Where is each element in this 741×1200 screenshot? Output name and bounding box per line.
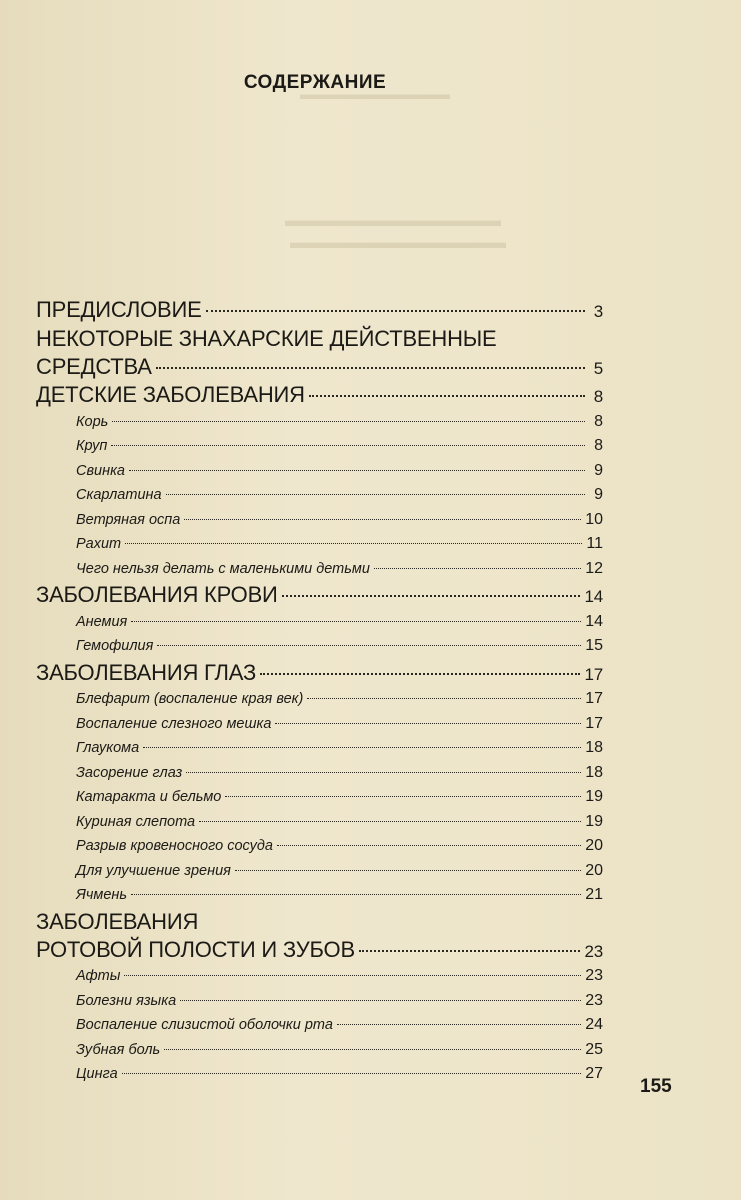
dot-leader [143,747,581,748]
dot-leader [199,821,581,822]
toc-subentry[interactable]: Анемия 14 [76,612,603,630]
toc-subentry[interactable]: Скарлатина 9 [76,486,603,503]
toc-subentry[interactable]: Куриная слепота 19 [76,812,603,830]
dot-leader [359,950,581,952]
toc-subentry[interactable]: Воспаление слизистой оболочки рта 24 [76,1016,603,1033]
dot-leader [112,421,585,422]
toc-subentry[interactable]: Свинка 9 [76,461,603,479]
dot-leader [124,975,581,976]
page-number: 155 [640,1076,672,1097]
toc-entry-line-2[interactable]: РОТОВОЙ ПОЛОСТИ И ЗУБОВ 23 [36,936,603,962]
toc-subentry[interactable]: Ветряная оспа 10 [76,510,603,528]
dot-leader [131,894,581,895]
dot-leader [282,595,581,597]
toc-subentry[interactable]: Ячмень 21 [76,886,603,903]
dot-leader [156,367,585,369]
bleed-through-text: ▬▬▬▬▬▬▬▬▬▬▬▬ [290,232,506,252]
toc-entry-line-1[interactable]: ЗАБОЛЕВАНИЯ [36,908,199,934]
dot-leader [111,445,585,446]
toc-subentry[interactable]: Зубная боль 25 [76,1040,603,1058]
toc-subentry[interactable]: Чего нельзя делать с маленькими детьми 12 [76,559,603,577]
toc-subentry[interactable]: Афты 23 [76,967,603,984]
dot-leader [225,796,581,797]
toc-subentry[interactable]: Корь 8 [76,412,603,430]
toc-subentry[interactable]: Блефарит (воспаление края век) 17 [76,690,603,707]
toc-entry[interactable]: ЗАБОЛЕВАНИЯ КРОВИ 14 [36,582,603,607]
dot-leader [129,470,585,471]
table-of-contents [36,296,603,1087]
bleed-through-text: ▬▬▬▬▬▬▬▬▬▬▬▬ [285,210,501,230]
dot-leader [186,772,581,773]
toc-subentry[interactable]: Цинга 27 [76,1065,603,1082]
toc-subentry[interactable]: Воспаление слезного мешка 17 [76,714,603,732]
dot-leader [277,845,581,846]
toc-entry[interactable]: ДЕТСКИЕ ЗАБОЛЕВАНИЯ 8 [36,382,603,407]
toc-subentry[interactable]: Рахит 11 [76,535,603,552]
dot-leader [260,673,580,675]
dot-leader [235,870,581,871]
dot-leader [374,568,581,569]
dot-leader [157,645,581,646]
toc-entry[interactable]: ЗАБОЛЕВАНИЯ ГЛАЗ 17 [36,659,603,685]
dot-leader [180,1000,581,1001]
toc-entry-line-2[interactable]: СРЕДСТВА 5 [36,353,603,379]
toc-entry-line-1[interactable]: НЕКОТОРЫЕ ЗНАХАРСКИЕ ДЕЙСТВЕННЫЕ [36,325,497,351]
dot-leader [164,1049,581,1050]
toc-subentry[interactable]: Засорение глаз 18 [76,763,603,781]
dot-leader [275,723,581,724]
bleed-through-text: ▬▬▬▬▬▬▬▬▬▬ [300,86,450,103]
toc-subentry[interactable]: Для улучшение зрения 20 [76,861,603,879]
dot-leader [131,621,581,622]
dot-leader [122,1073,582,1074]
toc-subentry[interactable]: Круп 8 [76,437,603,454]
dot-leader [337,1024,581,1025]
toc-subentry[interactable]: Болезни языка 23 [76,991,603,1009]
dot-leader [166,494,585,495]
toc-subentry[interactable]: Разрыв кровеносного сосуда 20 [76,837,603,854]
dot-leader [307,698,581,699]
dot-leader [309,395,585,397]
toc-subentry[interactable]: Глаукома 18 [76,739,603,756]
toc-entry[interactable]: ПРЕДИСЛОВИЕ 3 [36,297,603,322]
dot-leader [184,519,581,520]
toc-subentry[interactable]: Гемофилия 15 [76,637,603,654]
page-title: СОДЕРЖАНИЕ [243,72,387,93]
dot-leader [125,543,582,544]
dot-leader [206,310,585,312]
toc-subentry[interactable]: Катаракта и бельмо 19 [76,788,603,805]
